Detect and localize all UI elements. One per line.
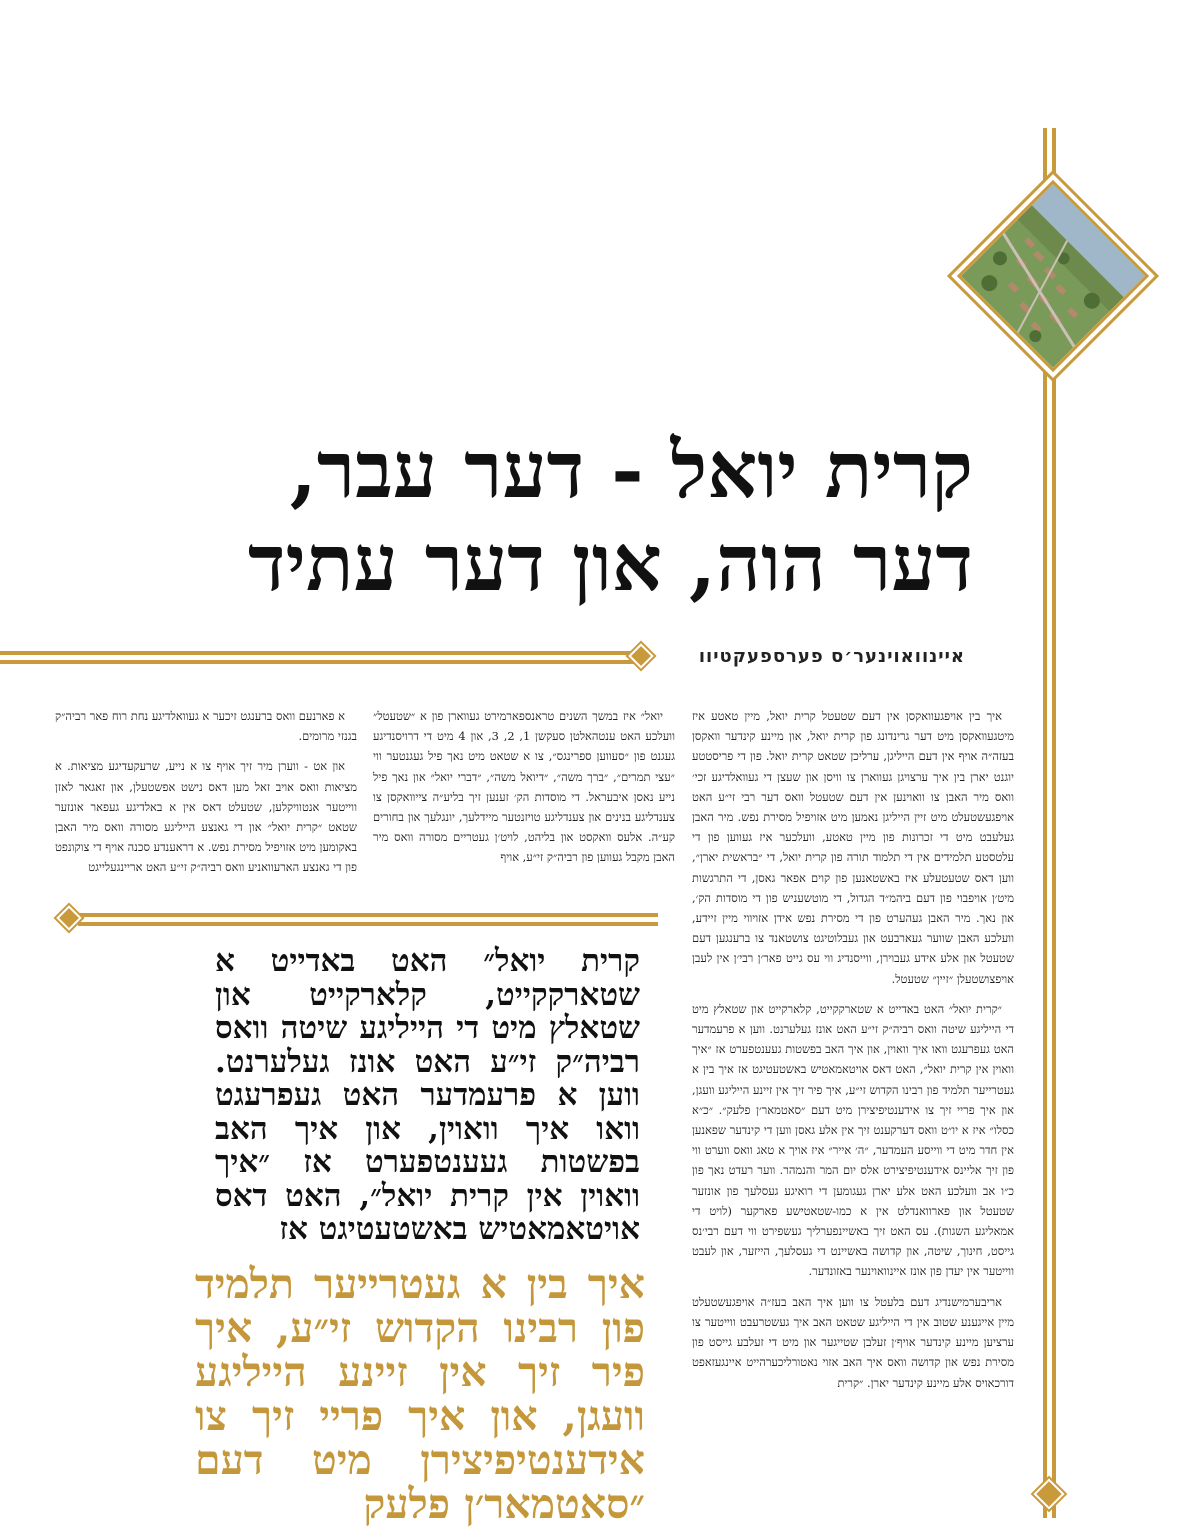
page-title-line-1: קרית יואל - דער עבר, [289,425,973,516]
paragraph: יואל״ איז במשך השנים טראנספארמירט געווארן פון א ״שטעטל״ וועלכע האט ענטהאלטן סעקשן 1, 2, 3, און 4 מיט די דרויסנדיגע געגנט פון ״סעווען ספרינגס״, צו א שטאט מיט נאך פיל געגנטער ווי ״עצי תמרים״, ״ברך משה״, ״דיואל משה״, ״דברי יואל״ און נאך פיל נייע נאסן איבעראל. די מוסדות הק׳ זענען זיך בליע״ה צייוואקסן צו צענדליגע בנינים און צענדליגע טויזנטער מיידלעך, יונגלעך און בחורים קע״ה. אלעס וואקסט און בליהט, לויט׳ן געטריים מסורה וואס מיר האבן מקבל געווען פון רביה״ק זי״ע, אויף [373,709,675,865]
page-title-line-2: דער הוה, און דער עתיד [247,518,973,609]
pull-quote: קרית יואל״ האט באדייט א שטארקקייט, קלארקייט און שטאלץ מיט די הייליגע שיטה וואס רביה״ק זי״ע האט אונז געלערנט. ווען א פרעמדער האט געפרעגט וואו איך וואוין, און איך האב בפשטות געענטפערט אז ״איך וואוין אין קרית יואל״, האט דאס אויטאמאטיש באשטעטיגט אז [215,943,640,1247]
aerial-town-photo-icon [961,184,1145,368]
paragraph: און אט - ווערן מיר זיך אויף צו א נייע, שרעקעדיגע מציאות. א מציאות וואס אויב זאל מען דאס נישט אפשטעלן, און זאגאר לאזן ווייטער אנטוויקלען, שטעלט דאס אין א באלדיגע געפאר אונזער שטאט ״קרית יואל״ און די גאנצע הייליגע מסורה וואס מיר האבן באקומען מיט אזויפיל מסירת נפש. א דראענדע סכנה אויף די צוקונפט פון די גאנצע הארעוואניע וואס רביה״ק זי״ע האט אריינגעלייגט [55,759,357,875]
gold-horizontal-rule-mid [78,913,658,917]
paragraph: א פארנעם וואס ברענגט זיכער א געוואלדיגע נחת רוח פאר רביה״ק בגנזי מרומים. [55,709,357,744]
article-column-left [55,706,357,896]
paragraph: איך בין אויפגעוואקסן אין דעם שטעטל קרית יואל, מיין טאטע איז מיטגעוואקסן מיט דער גרינדונג פון קרית יואל, און מיינע קינדער וואקסן בעזה״ה אויף אין דעם הייליגן, ערליכן שטאט קרית יואל. פון די פריסטטע יוגנט יארן בין איך ערצויגן געווארן צו וויסן און שעצן די געוואלדיגע זכי׳ וואס מיר האבן צו וואוינען אין דעם שטעטל וואס דער רבי זי״ע האט אויפגעשטעלט מיט זיין הייליגן נאמען מיט אזויפיל מסירת נפש. מיר האבן געלעבט מיט די זכרונות פון מיין טאטע, וועלכער איז געווען פון די עלטסטע תלמידים אין די תלמוד תורה פון קרית יואל, די ״בראשית יארן״, ווען דאס שטעטעלע איז באשטאנען פון קוים אפאר גאסן, די התרגשות מיט׳ן אויפבוי פון דעם ביהמ״ד הגדול, די מוטשעניש פון די מוסדות הק׳, און נאך. מיר האבן געהערט פון די מסירת נפש אידן אזויווי מיין זיידע, וועלכע האבן שווער געארבעט און געבלוטיגט צושטאנד צו ברענגען דעם שטעטל און אלע אידע געבוירן, ווייסנדיג ווי עס גייט פאר׳ן רבי׳ן אין לעבן אויפצושטעלן ״זיין״ שטעטל. [692,709,1014,986]
gold-horizontal-rule-mid-2 [78,922,658,926]
paragraph: ״קרית יואל״ האט באדייט א שטארקקייט, קלארקייט און שטאלץ מיט די הייליגע שיטה וואס רביה״ק זי״ע האט אונז געלערנט. ווען א פרעמדער האט געפרעגט וואו איך וואוין, און איך האב בפשטות געענטפערט אז ״איך וואוין אין קרית יואל״, האט דאס אויטאמאטיש באשטעטיגט אז איך בין א געטרייער תלמיד פון רבינו הקדוש זי״ע, איך פיר זיך אין זיינע הייליגע וועגן, און איך פריי זיך צו אידענטיפיצירן מיט דעם ״סאטמאר׳ן פלעק״. ״כ״א כסלו״ איז א יו״ט וואס דערקענט זיך אין אלע גאסן ווען די קינדער שפאנען אין חדר מיט די ווייסע העמדער, ״ה׳ אייר״ איז אויך א טאג וואס ווערט ווי פון זיך אליינס אידענטיפיצירט אלס יום המר והנמהר. ווער רעדט נאך פון כ״ו אב וועלכע האט אלע יארן געגומען די רואיגע געסלעך פון אונזער שטעטל און פארוואנדלט אין א כמו-שטאטישע פארקער (לויט די אמאליגע השגות). עס האט זיך באשיינפערליך געשפירט ווי דעם רבי׳נס גייסט, חינוך, שיטה, און קדושה באשיינט די געסלעך, הייזער, און לעבט ווייטער אין יעדן פון אונז איינוואוינער באזונדער. [692,1001,1014,1279]
gold-horizontal-rule-top-2 [0,660,640,664]
paragraph: אריבערמישנדיג דעם בלעטל צו ווען איך האב בעז״ה אויפגעשטעלט מיין אייגענע שטוב אין די הייליגע שטאט האב איך געשטרעבט ווייטער צו ערציען מיינע קינדער אויף׳ן זעלבן שטייגער און מיט די זעלבע גייסט פון מסירת נפש און קדושה וואס איך האב אזוי נאטורליכערהייט איינגעזאפט דורכאויס אלע מיינע קינדער יארן. ״קרית [692,1294,1014,1390]
article-subtitle: איינוואוינער׳ס פערספעקטיוו [698,646,965,667]
aerial-town-photo [957,180,1149,372]
pull-quote-highlight: איך בין א געטרייער תלמיד פון רבינו הקדוש זי״ע, איך פיר זיך אין זיינע הייליגע וועגן, און איך פריי זיך צו אידענטיפיצירן מיט דעם ״סאטמאר׳ן פלעק [195,1260,645,1528]
article-column-right [692,706,1014,1506]
gold-horizontal-rule-top [0,651,640,655]
diamond-ornament-icon [1036,1481,1061,1506]
article-column-middle [373,706,675,896]
diamond-ornament-icon [59,908,79,928]
